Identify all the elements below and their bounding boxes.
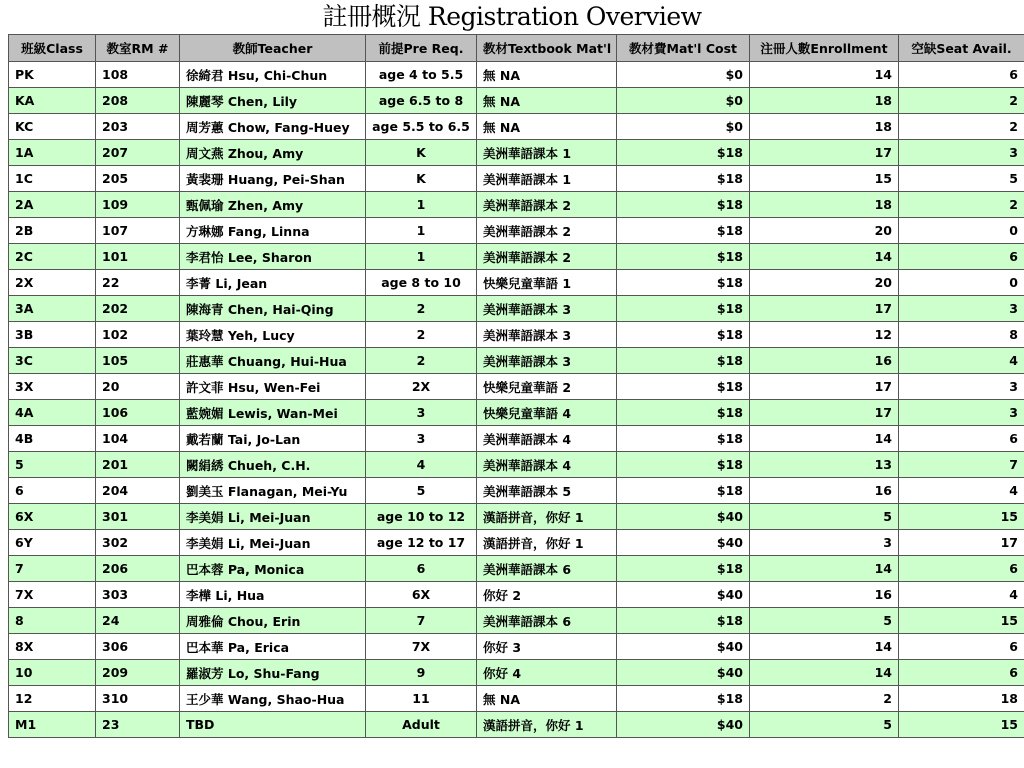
cell-class: 6Y: [9, 530, 96, 556]
cell-textbook: 你好 4: [477, 660, 617, 686]
cell-teacher: 周芳蕙 Chow, Fang-Huey: [180, 114, 366, 140]
table-row: [9, 296, 1024, 322]
table-row: [9, 192, 1024, 218]
column-header-prereq: 前提Pre Req.: [366, 35, 477, 62]
cell-textbook: 無 NA: [477, 686, 617, 712]
cell-prereq: 3: [366, 426, 477, 452]
cell-prereq: 5: [366, 478, 477, 504]
cell-enrollment: 5: [750, 608, 899, 634]
column-header-cost: 教材費Mat'l Cost: [617, 35, 750, 62]
cell-room: 109: [96, 192, 180, 218]
cell-class: 5: [9, 452, 96, 478]
cell-cost: $18: [617, 244, 750, 270]
column-header-enrollment: 注冊人數Enrollment: [750, 35, 899, 62]
cell-cost: $18: [617, 322, 750, 348]
cell-room: 202: [96, 296, 180, 322]
cell-teacher: 方琳娜 Fang, Linna: [180, 218, 366, 244]
cell-room: 310: [96, 686, 180, 712]
table-row: [9, 452, 1024, 478]
table-row: [9, 270, 1024, 296]
cell-enrollment: 12: [750, 322, 899, 348]
cell-prereq: K: [366, 140, 477, 166]
cell-seats-available: 0: [899, 270, 1024, 296]
cell-enrollment: 15: [750, 166, 899, 192]
cell-teacher: 巴本華 Pa, Erica: [180, 634, 366, 660]
cell-seats-available: 17: [899, 530, 1024, 556]
cell-class: 2X: [9, 270, 96, 296]
cell-teacher: 李菁 Li, Jean: [180, 270, 366, 296]
cell-seats-available: 0: [899, 218, 1024, 244]
cell-teacher: 莊惠華 Chuang, Hui-Hua: [180, 348, 366, 374]
cell-class: 2B: [9, 218, 96, 244]
cell-seats-available: 4: [899, 478, 1024, 504]
cell-cost: $40: [617, 634, 750, 660]
table-row: [9, 582, 1024, 608]
cell-room: 203: [96, 114, 180, 140]
cell-textbook: 快樂兒童華語 2: [477, 374, 617, 400]
cell-prereq: age 12 to 17: [366, 530, 477, 556]
cell-teacher: 甄佩瑜 Zhen, Amy: [180, 192, 366, 218]
cell-room: 207: [96, 140, 180, 166]
cell-enrollment: 18: [750, 88, 899, 114]
cell-class: 6: [9, 478, 96, 504]
cell-enrollment: 14: [750, 556, 899, 582]
cell-prereq: 9: [366, 660, 477, 686]
cell-cost: $40: [617, 504, 750, 530]
cell-enrollment: 18: [750, 114, 899, 140]
cell-prereq: 1: [366, 192, 477, 218]
cell-enrollment: 14: [750, 62, 899, 88]
table-row: [9, 426, 1024, 452]
cell-room: 23: [96, 712, 180, 738]
cell-room: 209: [96, 660, 180, 686]
cell-enrollment: 17: [750, 400, 899, 426]
cell-teacher: 陳麗琴 Chen, Lily: [180, 88, 366, 114]
cell-room: 101: [96, 244, 180, 270]
cell-teacher: 黃裴珊 Huang, Pei-Shan: [180, 166, 366, 192]
cell-textbook: 美洲華語課本 2: [477, 244, 617, 270]
cell-seats-available: 6: [899, 426, 1024, 452]
cell-prereq: age 10 to 12: [366, 504, 477, 530]
cell-seats-available: 3: [899, 400, 1024, 426]
cell-textbook: 美洲華語課本 3: [477, 348, 617, 374]
cell-enrollment: 13: [750, 452, 899, 478]
cell-room: 201: [96, 452, 180, 478]
cell-enrollment: 2: [750, 686, 899, 712]
cell-prereq: K: [366, 166, 477, 192]
table-row: [9, 140, 1024, 166]
cell-teacher: 戴若蘭 Tai, Jo-Lan: [180, 426, 366, 452]
cell-cost: $18: [617, 478, 750, 504]
cell-room: 302: [96, 530, 180, 556]
cell-prereq: 7: [366, 608, 477, 634]
cell-enrollment: 5: [750, 504, 899, 530]
table-row: [9, 114, 1024, 140]
cell-class: 10: [9, 660, 96, 686]
cell-room: 208: [96, 88, 180, 114]
cell-cost: $18: [617, 374, 750, 400]
cell-enrollment: 16: [750, 478, 899, 504]
cell-textbook: 無 NA: [477, 88, 617, 114]
cell-prereq: age 5.5 to 6.5: [366, 114, 477, 140]
cell-teacher: 劉美玉 Flanagan, Mei-Yu: [180, 478, 366, 504]
table-row: [9, 400, 1024, 426]
column-header-teacher: 教師Teacher: [180, 35, 366, 62]
cell-room: 108: [96, 62, 180, 88]
cell-class: 4A: [9, 400, 96, 426]
cell-class: KA: [9, 88, 96, 114]
cell-teacher: 葉玲慧 Yeh, Lucy: [180, 322, 366, 348]
cell-enrollment: 17: [750, 374, 899, 400]
cell-prereq: 11: [366, 686, 477, 712]
cell-room: 301: [96, 504, 180, 530]
cell-class: 1C: [9, 166, 96, 192]
table-row: [9, 634, 1024, 660]
cell-teacher: TBD: [180, 712, 366, 738]
cell-room: 205: [96, 166, 180, 192]
table-row: [9, 88, 1024, 114]
cell-seats-available: 6: [899, 244, 1024, 270]
cell-seats-available: 4: [899, 582, 1024, 608]
cell-cost: $40: [617, 530, 750, 556]
cell-enrollment: 17: [750, 296, 899, 322]
registration-table: [8, 34, 1024, 738]
cell-room: 306: [96, 634, 180, 660]
cell-seats-available: 3: [899, 140, 1024, 166]
header-row: [9, 35, 1024, 62]
cell-cost: $40: [617, 660, 750, 686]
table-row: [9, 556, 1024, 582]
cell-prereq: 4: [366, 452, 477, 478]
cell-teacher: 周雅倫 Chou, Erin: [180, 608, 366, 634]
table-row: [9, 322, 1024, 348]
cell-seats-available: 2: [899, 114, 1024, 140]
cell-seats-available: 6: [899, 556, 1024, 582]
table-row: [9, 608, 1024, 634]
cell-textbook: 美洲華語課本 3: [477, 322, 617, 348]
table-row: [9, 686, 1024, 712]
cell-textbook: 漢語拼音，你好 1: [477, 504, 617, 530]
cell-teacher: 王少華 Wang, Shao-Hua: [180, 686, 366, 712]
cell-class: 12: [9, 686, 96, 712]
cell-class: 7X: [9, 582, 96, 608]
cell-teacher: 巴本蓉 Pa, Monica: [180, 556, 366, 582]
table-row: [9, 348, 1024, 374]
table-row: [9, 244, 1024, 270]
cell-seats-available: 15: [899, 608, 1024, 634]
cell-room: 204: [96, 478, 180, 504]
cell-prereq: age 8 to 10: [366, 270, 477, 296]
cell-class: 2A: [9, 192, 96, 218]
table-row: [9, 504, 1024, 530]
cell-seats-available: 6: [899, 634, 1024, 660]
cell-teacher: 徐綺君 Hsu, Chi-Chun: [180, 62, 366, 88]
cell-cost: $18: [617, 140, 750, 166]
cell-enrollment: 16: [750, 348, 899, 374]
cell-cost: $18: [617, 218, 750, 244]
cell-textbook: 美洲華語課本 5: [477, 478, 617, 504]
cell-textbook: 美洲華語課本 6: [477, 608, 617, 634]
cell-class: 8X: [9, 634, 96, 660]
cell-cost: $18: [617, 608, 750, 634]
cell-teacher: 李君怡 Lee, Sharon: [180, 244, 366, 270]
page-title: 註冊概況 Registration Overview: [322, 2, 702, 31]
cell-teacher: 李美娟 Li, Mei-Juan: [180, 504, 366, 530]
table-row: [9, 374, 1024, 400]
cell-enrollment: 5: [750, 712, 899, 738]
cell-room: 20: [96, 374, 180, 400]
cell-textbook: 快樂兒童華語 1: [477, 270, 617, 296]
cell-textbook: 無 NA: [477, 62, 617, 88]
cell-class: 4B: [9, 426, 96, 452]
cell-room: 105: [96, 348, 180, 374]
cell-teacher: 李美娟 Li, Mei-Juan: [180, 530, 366, 556]
cell-teacher: 羅淑芳 Lo, Shu-Fang: [180, 660, 366, 686]
cell-cost: $18: [617, 192, 750, 218]
cell-cost: $18: [617, 686, 750, 712]
cell-teacher: 許文菲 Hsu, Wen-Fei: [180, 374, 366, 400]
cell-room: 106: [96, 400, 180, 426]
cell-prereq: age 4 to 5.5: [366, 62, 477, 88]
cell-enrollment: 14: [750, 244, 899, 270]
cell-textbook: 漢語拼音，你好 1: [477, 530, 617, 556]
cell-prereq: 1: [366, 244, 477, 270]
cell-teacher: 闕絹綉 Chueh, C.H.: [180, 452, 366, 478]
cell-room: 24: [96, 608, 180, 634]
cell-enrollment: 14: [750, 660, 899, 686]
column-header-class: 班級Class: [9, 35, 96, 62]
cell-cost: $18: [617, 400, 750, 426]
cell-prereq: 7X: [366, 634, 477, 660]
cell-cost: $18: [617, 296, 750, 322]
cell-seats-available: 6: [899, 62, 1024, 88]
cell-prereq: 6X: [366, 582, 477, 608]
cell-class: 3B: [9, 322, 96, 348]
cell-seats-available: 3: [899, 374, 1024, 400]
cell-teacher: 陳海青 Chen, Hai-Qing: [180, 296, 366, 322]
cell-room: 107: [96, 218, 180, 244]
cell-cost: $0: [617, 62, 750, 88]
cell-class: 2C: [9, 244, 96, 270]
cell-seats-available: 18: [899, 686, 1024, 712]
cell-textbook: 美洲華語課本 3: [477, 296, 617, 322]
cell-room: 303: [96, 582, 180, 608]
cell-enrollment: 18: [750, 192, 899, 218]
cell-seats-available: 3: [899, 296, 1024, 322]
cell-class: 8: [9, 608, 96, 634]
cell-textbook: 美洲華語課本 6: [477, 556, 617, 582]
cell-textbook: 漢語拼音，你好 1: [477, 712, 617, 738]
cell-prereq: 1: [366, 218, 477, 244]
cell-prereq: age 6.5 to 8: [366, 88, 477, 114]
cell-enrollment: 20: [750, 218, 899, 244]
cell-seats-available: 4: [899, 348, 1024, 374]
cell-textbook: 你好 2: [477, 582, 617, 608]
cell-seats-available: 2: [899, 192, 1024, 218]
cell-class: 3A: [9, 296, 96, 322]
cell-seats-available: 8: [899, 322, 1024, 348]
column-header-textbook: 教材Textbook Mat'l: [477, 35, 617, 62]
table-row: [9, 660, 1024, 686]
column-header-room: 教室RM #: [96, 35, 180, 62]
cell-textbook: 快樂兒童華語 4: [477, 400, 617, 426]
cell-cost: $18: [617, 556, 750, 582]
table-row: [9, 218, 1024, 244]
cell-prereq: 3: [366, 400, 477, 426]
cell-cost: $18: [617, 426, 750, 452]
cell-room: 206: [96, 556, 180, 582]
cell-seats-available: 15: [899, 712, 1024, 738]
table-row: [9, 712, 1024, 738]
cell-textbook: 美洲華語課本 1: [477, 166, 617, 192]
cell-room: 104: [96, 426, 180, 452]
cell-textbook: 你好 3: [477, 634, 617, 660]
cell-cost: $40: [617, 712, 750, 738]
cell-enrollment: 14: [750, 634, 899, 660]
cell-class: 3C: [9, 348, 96, 374]
cell-class: 6X: [9, 504, 96, 530]
cell-class: 7: [9, 556, 96, 582]
cell-cost: $18: [617, 270, 750, 296]
cell-textbook: 美洲華語課本 1: [477, 140, 617, 166]
table-row: [9, 62, 1024, 88]
cell-textbook: 美洲華語課本 4: [477, 426, 617, 452]
cell-cost: $18: [617, 166, 750, 192]
cell-enrollment: 17: [750, 140, 899, 166]
cell-textbook: 美洲華語課本 2: [477, 192, 617, 218]
cell-textbook: 美洲華語課本 4: [477, 452, 617, 478]
cell-enrollment: 3: [750, 530, 899, 556]
table-row: [9, 166, 1024, 192]
cell-class: 1A: [9, 140, 96, 166]
column-header-seats: 空缺Seat Avail.: [899, 35, 1024, 62]
cell-prereq: 6: [366, 556, 477, 582]
cell-class: M1: [9, 712, 96, 738]
cell-seats-available: 5: [899, 166, 1024, 192]
cell-room: 102: [96, 322, 180, 348]
cell-room: 22: [96, 270, 180, 296]
cell-prereq: Adult: [366, 712, 477, 738]
cell-prereq: 2X: [366, 374, 477, 400]
cell-enrollment: 20: [750, 270, 899, 296]
cell-seats-available: 6: [899, 660, 1024, 686]
cell-teacher: 藍婉媚 Lewis, Wan-Mei: [180, 400, 366, 426]
cell-teacher: 周文燕 Zhou, Amy: [180, 140, 366, 166]
cell-prereq: 2: [366, 296, 477, 322]
table-body: [9, 62, 1024, 738]
cell-prereq: 2: [366, 348, 477, 374]
cell-seats-available: 7: [899, 452, 1024, 478]
cell-seats-available: 15: [899, 504, 1024, 530]
cell-cost: $40: [617, 582, 750, 608]
cell-cost: $18: [617, 348, 750, 374]
table-row: [9, 530, 1024, 556]
cell-textbook: 無 NA: [477, 114, 617, 140]
cell-seats-available: 2: [899, 88, 1024, 114]
cell-enrollment: 14: [750, 426, 899, 452]
cell-enrollment: 16: [750, 582, 899, 608]
cell-textbook: 美洲華語課本 2: [477, 218, 617, 244]
cell-class: KC: [9, 114, 96, 140]
cell-cost: $0: [617, 114, 750, 140]
table-row: [9, 478, 1024, 504]
cell-class: PK: [9, 62, 96, 88]
cell-class: 3X: [9, 374, 96, 400]
cell-teacher: 李樺 Li, Hua: [180, 582, 366, 608]
cell-cost: $0: [617, 88, 750, 114]
cell-cost: $18: [617, 452, 750, 478]
cell-prereq: 2: [366, 322, 477, 348]
